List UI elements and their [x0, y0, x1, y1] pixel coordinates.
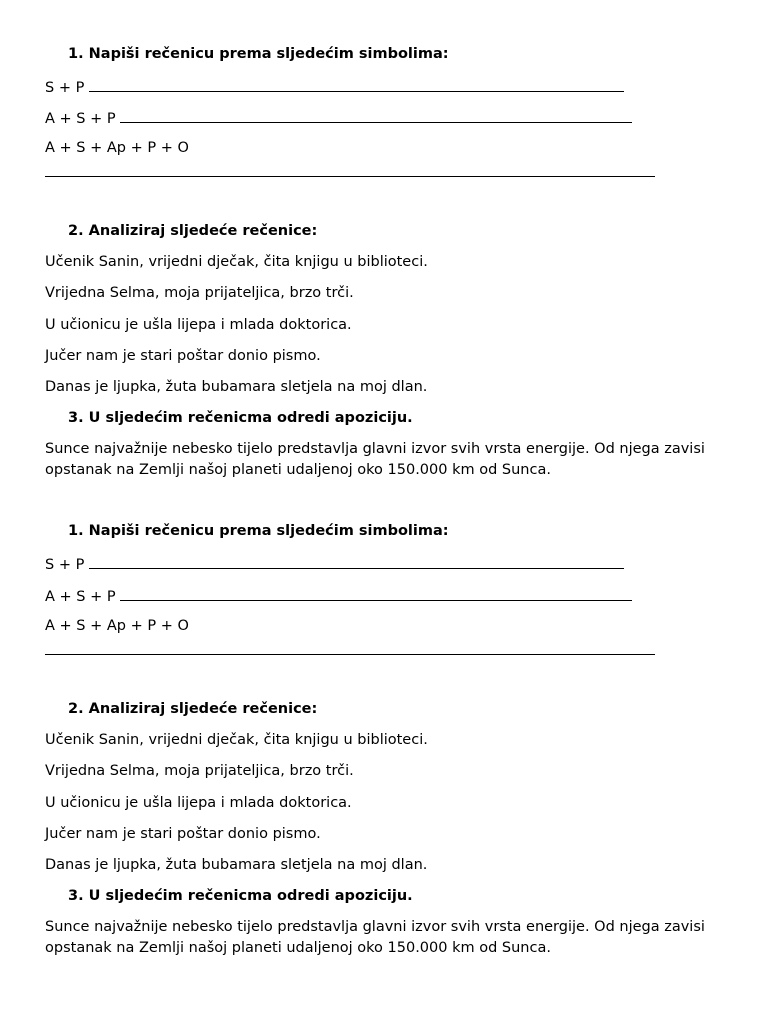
task3-paragraph: Sunce najvažnije nebesko tijelo predstavlja glavni izvor svih vrsta energije. Od njega zavisi opstanak na Zemlji našoj planeti udaljenoj oko 150.000 km od Sunca. — [45, 441, 705, 478]
task2-heading: 2. Analiziraj sljedeće rečenice: — [68, 701, 318, 717]
sentence: Danas je ljupka, žuta bubamara sletjela na moj dlan. — [45, 379, 428, 395]
formula-line-3 — [45, 618, 189, 635]
answer-blank-2[interactable] — [120, 109, 632, 123]
task1-heading: 1. Napiši rečenicu prema sljedećim simbolima: — [68, 46, 449, 62]
answer-blank-1[interactable] — [89, 555, 624, 569]
sentence: Danas je ljupka, žuta bubamara sletjela na moj dlan. — [45, 857, 428, 873]
answer-blank-3[interactable] — [45, 176, 655, 177]
formula-1: S + P — [45, 80, 85, 96]
formula-line-1 — [45, 555, 624, 574]
task3-heading: 3. U sljedećim rečenicma odredi apoziciju. — [68, 888, 413, 904]
sentence: Jučer nam je stari poštar donio pismo. — [45, 826, 321, 842]
answer-blank-1[interactable] — [89, 78, 624, 92]
sentence: U učionicu je ušla lijepa i mlada doktorica. — [45, 795, 352, 811]
formula-3: A + S + Ap + P + O — [45, 618, 189, 634]
formula-2: A + S + P — [45, 111, 116, 127]
formula-3: A + S + Ap + P + O — [45, 140, 189, 156]
sentence: Vrijedna Selma, moja prijateljica, brzo trči. — [45, 763, 354, 779]
task3-paragraph: Sunce najvažnije nebesko tijelo predstavlja glavni izvor svih vrsta energije. Od njega zavisi opstanak na Zemlji našoj planeti udaljenoj oko 150.000 km od Sunca. — [45, 919, 705, 956]
answer-blank-3[interactable] — [45, 654, 655, 655]
task1-heading: 1. Napiši rečenicu prema sljedećim simbolima: — [68, 523, 449, 539]
formula-1: S + P — [45, 557, 85, 573]
task3-heading: 3. U sljedećim rečenicma odredi apoziciju. — [68, 410, 413, 426]
sentence: Vrijedna Selma, moja prijateljica, brzo trči. — [45, 285, 354, 301]
sentence: U učionicu je ušla lijepa i mlada doktorica. — [45, 317, 352, 333]
formula-line-1 — [45, 78, 624, 97]
formula-line-2 — [45, 109, 632, 128]
sentence: Jučer nam je stari poštar donio pismo. — [45, 348, 321, 364]
sentence: Učenik Sanin, vrijedni dječak, čita knjigu u biblioteci. — [45, 732, 428, 748]
formula-2: A + S + P — [45, 589, 116, 605]
formula-line-3 — [45, 140, 189, 157]
answer-blank-2[interactable] — [120, 587, 632, 601]
formula-line-2 — [45, 587, 632, 606]
task2-heading: 2. Analiziraj sljedeće rečenice: — [68, 223, 318, 239]
sentence: Učenik Sanin, vrijedni dječak, čita knjigu u biblioteci. — [45, 254, 428, 270]
